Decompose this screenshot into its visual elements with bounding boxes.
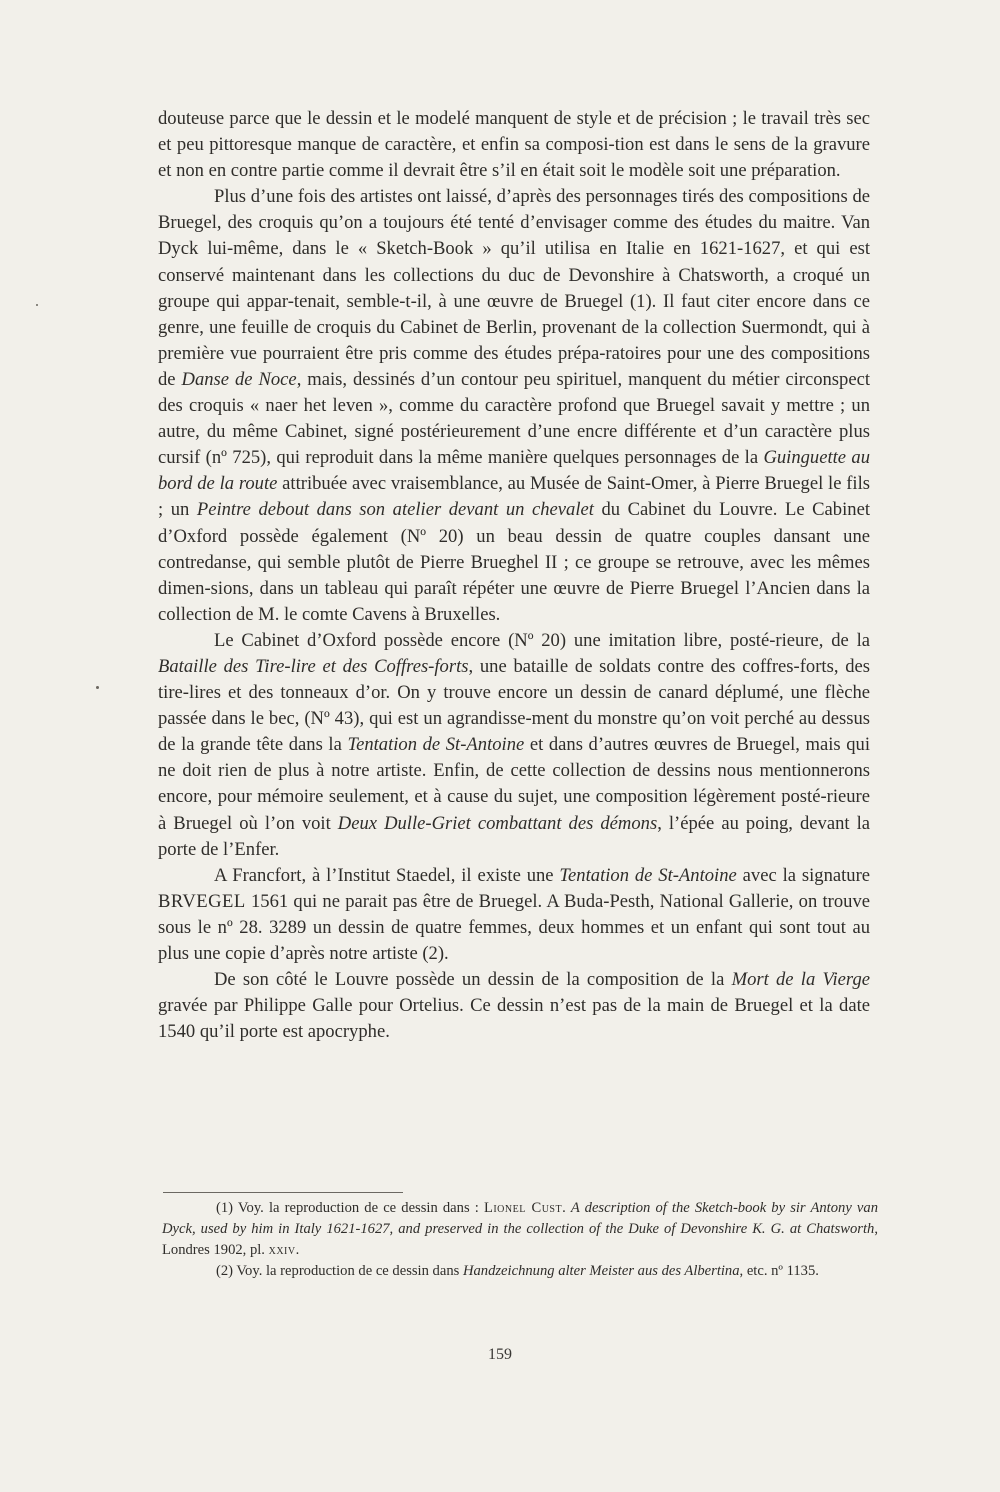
- text-run: (1) Voy. la reproduction de ce dessin dans :: [216, 1200, 484, 1216]
- paragraph: [158, 106, 870, 184]
- paragraph: [158, 628, 870, 863]
- text-run: , etc. nº 1135.: [739, 1263, 819, 1279]
- page-number: 159: [488, 1346, 512, 1363]
- text-run: , l’épée au poing, devant la porte de l’Enfer.: [158, 812, 870, 860]
- italic-title: Peintre debout dans son atelier devant un chevalet: [196, 499, 594, 521]
- small-caps-text: xxiv: [268, 1242, 296, 1258]
- text-run: , une bataille de soldats contre des coffres-forts, des tire-lires et des tonneaux d’or. On y trouve encore un dessin de canard déplumé, une flèche passée dans le bec, (Nº 43), qui est un agrandisse-ment du monstre qu’on voit perché au dessus de la grande tête dans la: [158, 655, 870, 756]
- small-caps-text: Lionel Cust: [483, 1200, 563, 1216]
- footnotes: [162, 1198, 878, 1282]
- italic-title: Mort de la Vierge: [731, 969, 870, 991]
- text-run: , mais, dessinés d’un contour peu spirituel, manquent du métier circonspect des croquis « naer het leven », comme du caractère profond que Bruegel savait y mettre ; un autre, du même Cabinet, signé postérieurement d’une encre différente et d’un caractère plus cursif (nº 725), qui reproduit dans la même manière quelques personnages de la: [158, 368, 870, 469]
- paper-speck: [96, 686, 99, 689]
- text-run: , Londres 1902, pl.: [162, 1221, 878, 1258]
- paragraph: [158, 967, 870, 1045]
- text-run: gravée par Philippe Galle pour Ortelius. Ce dessin n’est pas de la main de Bruegel et la date 1540 qu’il porte est apocryphe.: [158, 995, 870, 1043]
- footnote: [162, 1198, 878, 1261]
- text-run: avec la signature: [736, 864, 871, 886]
- italic-title: Handzeichnung alter Meister aus des Albertina: [462, 1263, 740, 1279]
- text-run: .: [562, 1200, 571, 1216]
- italic-title: Tentation de St-Antoine: [347, 734, 525, 756]
- footnote-rule: [163, 1192, 403, 1193]
- text-run: De son côté le Louvre possède un dessin de la composition de la: [214, 969, 732, 991]
- text-run: douteuse parce que le dessin et le modelé manquent de style et de précision ; le travail très sec et peu pittoresque manque de caractère, et enfin sa composi-tion est dans le sens de la gravure et non en contre partie comme il devrait être s’il en était soit le modèle soit une préparation.: [158, 108, 870, 182]
- italic-title: Bataille des Tire-lire et des Coffres-forts: [158, 655, 469, 677]
- small-caps-text: BRVEGEL: [158, 890, 246, 912]
- italic-title: A description of the Sketch-book by sir Antony van Dyck, used by him in Italy 1621-1627, and preserved in the collection of the Duke of Devonshire K. G. at Chatsworth: [162, 1200, 879, 1237]
- text-run: Le Cabinet d’Oxford possède encore (Nº 20) une imitation libre, posté-rieure, de la: [214, 629, 870, 651]
- text-run: 1561 qui ne parait pas être de Bruegel. A Buda-Pesth, National Gallerie, on trouve sous le nº 28. 3289 un dessin de quatre femmes, deux hommes et un enfant qui sont tout au plus une copie d’après notre artiste (2).: [158, 890, 870, 964]
- body-text: [158, 106, 870, 1045]
- text-run: .: [295, 1242, 300, 1258]
- text-run: attribuée avec vraisemblance, au Musée de Saint-Omer, à Pierre Bruegel le fils ; un: [158, 473, 871, 521]
- italic-title: Guinguette au bord de la route: [158, 447, 870, 495]
- italic-title: Tentation de St-Antoine: [559, 864, 737, 886]
- text-run: (2) Voy. la reproduction de ce dessin dans: [216, 1263, 463, 1279]
- paragraph: [158, 863, 870, 967]
- italic-title: Danse de Noce: [181, 368, 297, 390]
- text-run: du Cabinet du Louvre. Le Cabinet d’Oxford possède également (Nº 20) un beau dessin de quatre couples dansant une contredanse, qui semble plutôt de Pierre Brueghel II ; ce groupe se retrouve, avec les mêmes dimen-sions, dans un tableau qui paraît répéter une œuvre de Pierre Bruegel l’Ancien dans la collection de M. le comte Cavens à Bruxelles.: [158, 499, 870, 625]
- footnote: [162, 1261, 878, 1282]
- paragraph: [158, 184, 870, 628]
- text-run: Plus d’une fois des artistes ont laissé, d’après des personnages tirés des compositions de Bruegel, des croquis qu’on a toujours été tenté d’envisager comme des études du maitre. Van Dyck lui-même, dans le « Sketch-Book » qu’il utilisa en Italie en 1621-1627, et qui est conservé maintenant dans les collections du duc de Devonshire à Chatsworth, a croqué un groupe qui appar-tenait, semble-t-il, à une œuvre de Bruegel (1). Il faut citer encore dans ce genre, une feuille de croquis du Cabinet de Berlin, provenant de la collection Suermondt, qui à première vue pourraient être pris comme des études prépa-ratoires pour une des compositions de: [158, 186, 870, 390]
- text-run: et dans d’autres œuvres de Bruegel, mais qui ne doit rien de plus à notre artiste. Enfin, de cette collection de dessins nous mentionnerons encore, pour mémoire seulement, et à cause du sujet, une composition légèrement posté-rieure à Bruegel où l’on voit: [158, 734, 870, 834]
- text-run: A Francfort, à l’Institut Staedel, il existe une: [214, 864, 560, 886]
- paper-speck: [36, 304, 38, 306]
- italic-title: Deux Dulle-Griet combattant des démons: [337, 812, 658, 834]
